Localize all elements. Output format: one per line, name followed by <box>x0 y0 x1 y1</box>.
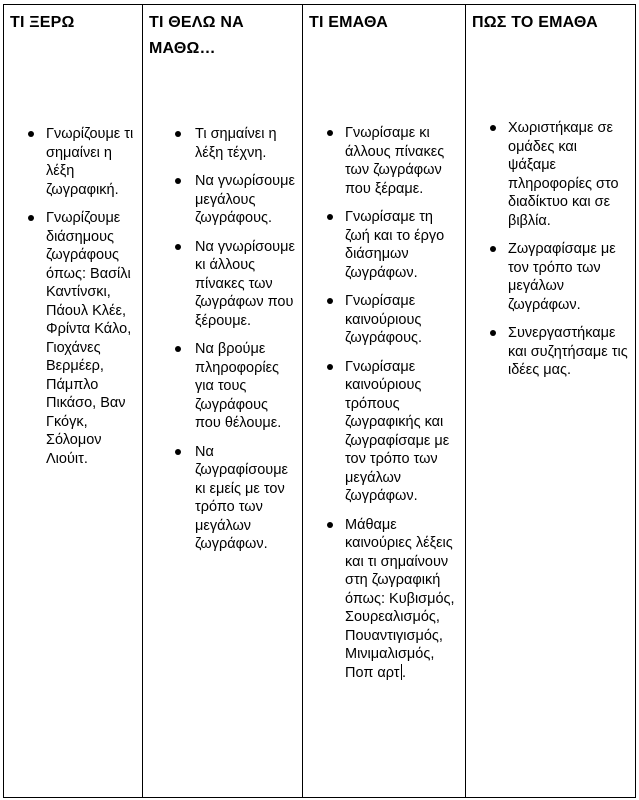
list-item <box>149 238 296 331</box>
list-item-text: Ζωγραφίσαμε με τον τρόπο των μεγάλων ζωγράφων. <box>508 241 616 313</box>
list-item <box>10 209 136 468</box>
list-item <box>309 292 459 348</box>
bullet-icon <box>175 449 181 455</box>
kwl-column-what-i-want-to-learn[interactable] <box>143 5 303 797</box>
bullet-icon <box>327 522 333 528</box>
bullet-icon <box>327 298 333 304</box>
list-item <box>149 443 296 554</box>
column-header: ΠΩΣ ΤΟ ΕΜΑΘΑ <box>472 14 598 31</box>
bullet-icon <box>175 178 181 184</box>
list-item <box>149 125 296 162</box>
list-item-text: Γνωρίσαμε καινούριους ζωγράφους. <box>345 293 423 346</box>
list-item-text: Να γνωρίσουμε μεγάλους ζωγράφους. <box>195 173 295 226</box>
list-item <box>309 358 459 506</box>
bullet-list <box>309 124 459 682</box>
list-item-text: Γνωρίζουμε διάσημους ζωγράφους όπως: Βασίλι Καντίνσκι, Πάουλ Κλέε, Φρίντα Κάλο, Γιοχάνες Βερμέερ, Πάμπλο Πικάσο, Βαν Γκόγκ, Σόλομον Λιούιτ. <box>46 210 132 467</box>
kwl-column-how-i-learned-it[interactable] <box>466 5 635 797</box>
list-item-text: Γνωρίσαμε κι άλλους πίνακες των ζωγράφων που ξέραμε. <box>345 125 445 197</box>
bullet-list <box>10 125 136 468</box>
bullet-icon <box>490 330 496 336</box>
kwl-column-what-i-know[interactable] <box>4 5 143 797</box>
list-item-text: Χωριστήκαμε σε ομάδες και ψάξαμε πληροφορίες στο διαδίκτυο και σε βιβλία. <box>508 120 619 229</box>
kwl-table <box>3 4 636 798</box>
list-item-text: Να ζωγραφίσουμε κι εμείς με τον τρόπο των μεγάλων ζωγράφων. <box>195 443 289 552</box>
list-item <box>472 119 629 230</box>
list-item-text: Μάθαμε καινούριες λέξεις και τι σημαίνουν στη ζωγραφική όπως: Κυβισμός, Σουρεαλισμός, Πουαντιγισμός, Μινιμαλισμός, Ποπ αρτ <box>345 516 455 681</box>
list-item <box>472 240 629 314</box>
list-item <box>309 208 459 282</box>
list-item-text: Συνεργαστήκαμε και συζητήσαμε τις ιδέες μας. <box>508 325 628 378</box>
list-item <box>309 124 459 198</box>
list-item-text: Γνωρίσαμε τη ζωή και το έργο διάσημων ζωγράφων. <box>345 209 445 281</box>
bullet-icon <box>28 131 34 137</box>
list-item-text: Γνωρίζουμε τι σημαίνει η λέξη ζωγραφική. <box>46 126 134 198</box>
bullet-icon <box>327 130 333 136</box>
list-item <box>472 324 629 380</box>
bullet-icon <box>175 346 181 352</box>
kwl-column-what-i-learned[interactable] <box>303 5 466 797</box>
list-item <box>149 172 296 228</box>
list-item-text: Τι σημαίνει η λέξη τέχνη. <box>195 126 277 161</box>
list-item-text: Να γνωρίσουμε κι άλλους πίνακες των ζωγράφων που ξέρουμε. <box>195 238 295 329</box>
column-header: ΤΙ ΘΕΛΩ ΝΑ ΜΑΘΩ… <box>149 14 244 57</box>
list-item <box>10 125 136 199</box>
column-header: ΤΙ ΞΕΡΩ <box>10 14 75 31</box>
bullet-icon <box>28 215 34 221</box>
list-item <box>309 516 459 683</box>
list-item-text: . <box>402 664 407 681</box>
bullet-icon <box>490 125 496 131</box>
bullet-icon <box>175 244 181 250</box>
bullet-icon <box>175 131 181 137</box>
column-header: ΤΙ ΕΜΑΘΑ <box>309 14 388 31</box>
list-item-text: Γνωρίσαμε καινούριους τρόπους ζωγραφικής και ζωγραφίσαμε με τον τρόπο των μεγάλων ζωγράφων. <box>345 358 450 504</box>
bullet-list <box>472 119 629 380</box>
list-item <box>149 340 296 433</box>
bullet-icon <box>327 364 333 370</box>
bullet-list <box>149 125 296 554</box>
bullet-icon <box>490 246 496 252</box>
list-item-text: Να βρούμε πληροφορίες για τους ζωγράφους που θέλουμε. <box>195 341 282 431</box>
bullet-icon <box>327 214 333 220</box>
